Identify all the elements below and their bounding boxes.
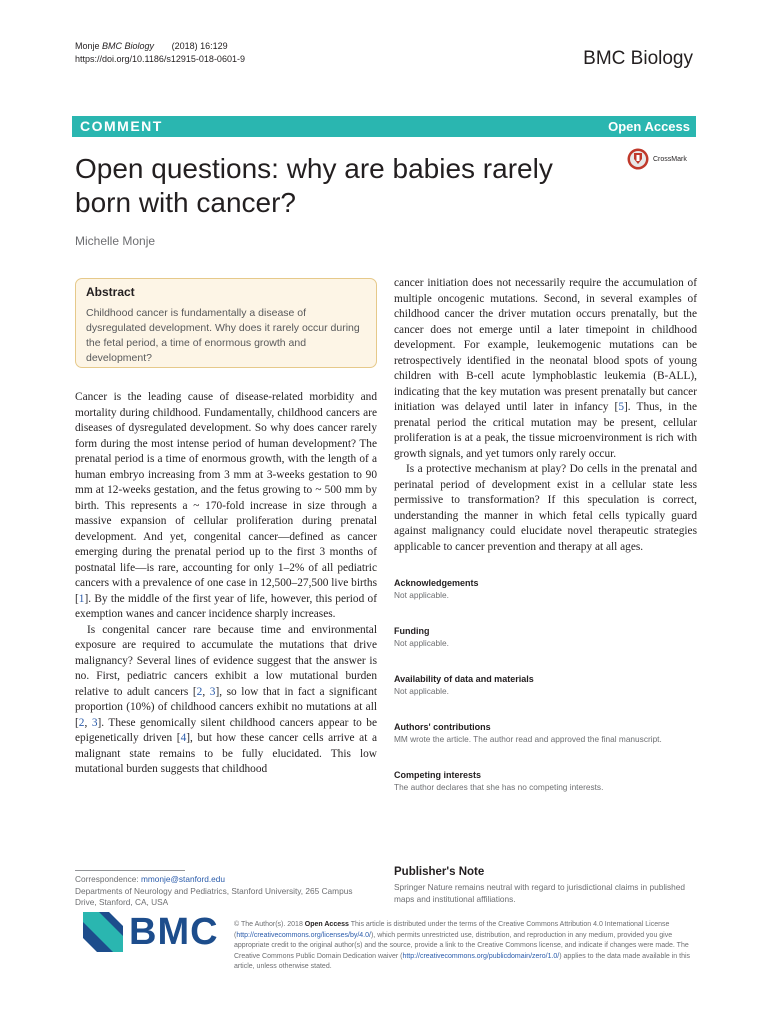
license-text: ), which permits unrestricted use, distribution, and reproduction in any medium, provided you give appropriate credit to the original author(s) and the source, provide a link to the Creative Commons license, and indicate if changes were made. The Creative Commons Public Domain Dedication waiver ( [234,931,689,960]
body-text: , [202,685,210,698]
header-doi[interactable]: https://doi.org/10.1186/s12915-018-0601-9 [75,54,245,64]
competing-interests-section [394,769,697,793]
affiliation: Departments of Neurology and Pediatrics, Stanford University, 265 Campus Drive, Stanford, CA, USA [75,885,353,907]
section-heading: Availability of data and materials [394,674,534,684]
body-paragraph-1 [75,390,377,623]
article-type-banner [72,116,696,137]
citation-link[interactable]: 3 [209,685,216,698]
section-text: MM wrote the article. The author read and approved the final manuscript. [394,734,662,744]
header-year-volume: (2018) 16:129 [171,41,228,51]
header-journal: BMC Biology [102,41,155,51]
body-paragraph-2 [75,623,377,778]
open-access-label: Open Access [608,119,690,134]
right-column [394,276,697,793]
footnote-divider [75,870,185,871]
abstract-box [75,278,377,368]
bmc-logo [83,912,219,952]
availability-section [394,673,697,697]
license-text: ) applies to the data made available in this article, unless otherwise stated. [234,952,691,971]
body-text: , [84,716,92,729]
section-heading: Authors' contributions [394,722,491,732]
article-title: Open questions: why are babies rarely born with cancer? [75,153,553,218]
body-paragraph-3 [394,276,697,462]
header-author: Monje [75,41,100,51]
abstract-heading: Abstract [86,285,135,299]
section-text: Not applicable. [394,590,449,600]
publishers-note [394,866,697,905]
publishers-note-heading: Publisher's Note [394,866,485,878]
license-link[interactable]: http://creativecommons.org/licenses/by/4.0/ [236,931,371,939]
section-heading: Funding [394,626,430,636]
public-domain-link[interactable]: http://creativecommons.org/publicdomain/zero/1.0/ [402,952,560,960]
journal-brand: BMC Biology [583,48,693,69]
license-text: © The Author(s). 2018 [234,921,305,928]
license-open-access: Open Access [304,921,349,928]
publishers-note-text: Springer Nature remains neutral with regard to jurisdictional claims in published maps and institutional affiliations. [394,882,685,904]
running-header [75,40,245,66]
article-type: COMMENT [80,118,163,134]
citation-link[interactable]: 2 [78,716,85,729]
body-text: cancer initiation does not necessarily require the accumulation of multiple oncogenic mutations. Second, in several examples of childhood cancer the driver mutation occurs prenatally, but the cancer does not emerge until a later timepoint in childhood development. For example, leukemogenic mutations can be retrospectively identified in the neonatal blood spots of young children with B-cell acute lymphoblastic leukemia (B-ALL), indicating that the key mutation was present prenatally but cancer initiation was delayed until later in infancy [ [394,277,697,413]
section-text: Not applicable. [394,638,449,648]
article-author: Michelle Monje [75,234,156,248]
citation-link[interactable]: 4 [180,732,187,744]
body-text: ], but how these cancer cells arrive at a malignant state remains to be fully elucidated. This low mutational burden suggests that childhood [75,732,377,775]
bmc-logo-text: BMC [129,911,219,953]
correspondence-footnote [75,874,375,909]
acknowledgements-section [394,577,697,601]
section-text: The author declares that she has no competing interests. [394,782,604,792]
license-statement [234,920,697,973]
bmc-logo-mark-icon [83,912,123,952]
body-text: Is congenital cancer rare because time and environmental exposure are required to accumulate the mutations that drive malignancy? Several lines of evidence suggest that the answer is no. First, pediatric cancers exhibit a low mutational burden relative to adult cancers [ [75,623,377,698]
citation-link[interactable]: 3 [91,716,98,729]
funding-section [394,625,697,649]
body-text: ]. These genomically silent childhood cancers appear to be epigenetically driven [ [75,716,377,744]
abstract-text: Childhood cancer is fundamentally a disease of dysregulated development. Why does it rarely occur during the fetal period, a time of enormous growth and development? [86,307,360,364]
license-text: This article is distributed under the terms of the Creative Commons Attribution 4.0 International License ( [234,921,670,939]
body-text: ], so low that in fact a significant proportion (10%) of childhood cancers exhibit no mutations at all [ [75,685,378,729]
contributions-section [394,721,697,745]
body-text: Cancer is the leading cause of disease-related morbidity and mortality during childhood. Fundamentally, childhood cancers are diseases of dysregulated development. So why does cancer rarely form during the most intense period of human development? The prenatal period is a time of enormous growth, with the length of a human embryo increasing from 3 mm at 3-weeks gestation to 90 mm at 12-weeks gestation, and the fetus growing to ~ 500 mm by birth. This represents a ~ 170-fold increase in size through a massive expansion of cellular proliferation during prenatal development. And yet, congenital cancer—defined as cancer emerging during the prenatal period up to the first 3 months of postnatal life—is rare, accounting for only 1–2% of all pediatric cancers with a prevalence of one case in 12,500–27,500 live births [ [75,391,377,605]
crossmark-icon [627,148,649,170]
citation-link[interactable]: 2 [196,685,203,698]
section-text: Not applicable. [394,686,449,696]
body-paragraph-4: Is a protective mechanism at play? Do cells in the prenatal and perinatal period of development exist in a cellular state less permissive to transformation? If this speculation is correct, understanding the manner in which fetal cells typically guard against malignancy could elucidate novel therapeutic strategies applicable to cancer prevention and therapy at all ages. [394,463,697,553]
section-heading: Competing interests [394,770,482,780]
body-text: ]. Thus, in the prenatal period the critical mutation may be present, cellular proliferation is at a peak, the tissue microenvironment is rich with growth signals, and yet tumors only rarely occur. [394,401,697,460]
correspondence-email[interactable]: mmonje@stanford.edu [140,874,226,884]
crossmark-badge[interactable] [627,148,687,170]
citation-link[interactable]: 5 [618,401,624,413]
citation-link[interactable]: 1 [78,592,85,605]
section-heading: Acknowledgements [394,578,479,588]
crossmark-label: CrossMark [653,155,687,163]
correspondence-label: Correspondence: [75,874,141,884]
left-column [75,390,377,778]
body-text: ]. By the middle of the first year of life, however, this period of exemption wanes and cancer incidence sharply increases. [75,592,377,620]
